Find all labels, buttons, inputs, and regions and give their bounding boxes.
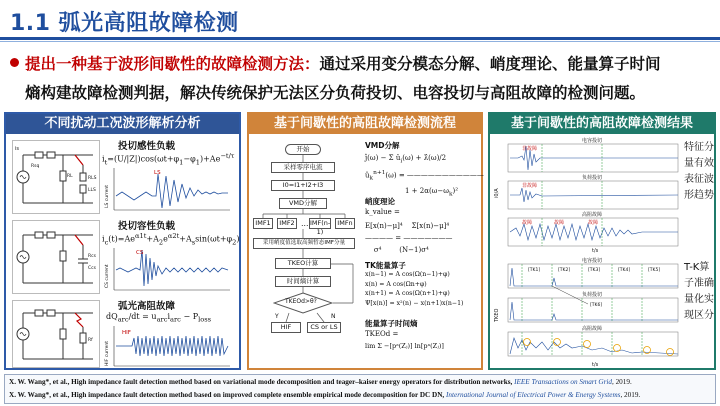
cs-tag: CS	[136, 250, 144, 256]
ls-formula: $i_t=(U/|Z|)\cos(\omega t+\varphi_1-\varphi_1)+Ae^{-t/\tau}$	[102, 152, 235, 167]
tk-formula: x(n−1) = A cos(Ω(n−1)+φ) x(n) = A cos(Ωn+φ) x(n+1) = A cos(Ω(n+1)+φ) Ψ[x(n)] = x²(n) − x(n+1)x(n−1)	[365, 271, 464, 307]
case-cs-label: 投切容性负载	[118, 221, 176, 232]
circuit-diagram-cs	[12, 220, 100, 294]
flow-imfn: IMFn	[335, 218, 355, 229]
hif-axis-label: HIF current	[105, 341, 110, 366]
plot-title-2: 负荷投切	[582, 175, 603, 181]
flow-imf1: IMF1	[253, 218, 273, 229]
circuit-diagram-ls	[12, 140, 100, 214]
flow-sum: I0=I1+I2+I3	[271, 180, 335, 191]
flow-imfn1: IMF(n-1)	[310, 219, 331, 236]
fault-tag-1: 非故障	[522, 146, 538, 152]
cs-axis-label: CS current	[105, 264, 110, 288]
flow-sample: 采样零序电流	[271, 162, 335, 173]
tk-tag-2: [TK2]	[558, 268, 571, 273]
plot-title-3: 高阻故障	[582, 212, 603, 218]
bullet-dot-icon	[10, 58, 19, 67]
ls-waveform	[102, 166, 232, 212]
references-box	[4, 374, 716, 404]
flow-yes: Y	[275, 313, 279, 320]
upper-waveform-plots	[492, 136, 682, 254]
entropy-formula: lim Σ −[pᵃ(Zⱼ)] ln[pᵃ(Zⱼ)]	[365, 342, 444, 350]
upper-xlabel: t/s	[592, 248, 599, 254]
panel-detection-results	[488, 112, 716, 370]
fault-tag-3: 故障	[522, 220, 533, 226]
panel-mid-header: 基于间歇性的高阻故障检测流程	[249, 114, 481, 134]
bullet-text-2: 熵构建故障检测判据，解决传统保护无法区分负荷投切、电容投切与高阻故障的检测问题。	[25, 84, 646, 102]
tk-title: TK能量算子	[365, 261, 406, 270]
flow-entropy: 时间熵计算	[275, 276, 331, 287]
ls-tag: LS	[154, 170, 161, 176]
kurtosis-title: 峭度理论	[365, 197, 395, 206]
reference-2-journal[interactable]: International Journal of Electrical Power & Energy Systems	[446, 391, 621, 399]
svg-text:RLS: RLS	[88, 176, 97, 181]
flow-arrows	[249, 114, 361, 344]
svg-text:Rcs: Rcs	[88, 254, 96, 259]
entropy-expr: TKEOd =	[365, 330, 399, 338]
slide-title: 1.1 弧光高阻故障检测	[10, 11, 239, 36]
svg-text:Ccs: Ccs	[88, 266, 96, 271]
tk-tag-1: [TK1]	[528, 268, 541, 273]
fault-tag-5: 故障	[588, 220, 599, 226]
flow-cs-ls: CS or LS	[307, 322, 341, 333]
bullet-paragraph	[10, 50, 710, 108]
plot-title-1: 电容投切	[582, 138, 603, 144]
flow-imf2: IMF2	[277, 218, 297, 229]
entropy-title: 能量算子时间熵	[365, 319, 418, 328]
panel-left-header: 不同扰动工况波形解析分析	[6, 114, 239, 134]
flow-hif: HIF	[271, 322, 301, 333]
ls-axis-label: LS current	[105, 184, 110, 208]
upper-ylabel: i0/A	[494, 188, 500, 198]
tk-tag-5: [TK5]	[648, 268, 661, 273]
case-hif-label: 弧光高阻故障	[118, 301, 176, 312]
plot-title-4: 电容投切	[582, 258, 603, 264]
kurtosis-expr: k_value =	[365, 208, 400, 216]
flow-tkeo: TKEO计算	[275, 258, 331, 269]
bullet-highlight: 提出一种基于波形间歇性的故障检测方法：	[25, 55, 320, 73]
vmd-formula: ĵ(ω) − Σ $û_i(\omega)$ + λ̂(ω)/2 $û_k^{n+1}(\omega)$ = ——————————— $1 + 2\alpha(\omega-\omega_k)^2$	[365, 154, 484, 198]
kurtosis-formula: E[x(n)−μ]⁴ Σ[x(n)−μ]⁴ ———— = ——————— σ⁴ (N−1)σ⁴	[365, 222, 453, 254]
svg-text:Rf: Rf	[88, 338, 93, 343]
cs-formula: $i_c(t)=Ae^{\alpha 1t}+A_2e^{\alpha 2t}+A_s\sin(\omega t+\varphi_2)$	[102, 232, 240, 247]
hif-tag: HIF	[122, 330, 131, 336]
reference-1: X. W. Wang*, et al., High impedance fault detection method based on variational mode decomposition and teager–kaiser energy operators for distribution networks, IEEE Transactions on Smart Grid, 2019.	[9, 378, 632, 386]
reference-2: X. W. Wang*, et al., High impedance fault detection method based on improved complete ensemble empirical mode decomposition for DC DN, International Journal of Electrical Power & Energy Systems, 2019.	[9, 391, 641, 399]
lower-ylabel: TKEO	[494, 308, 500, 322]
case-ls-label: 投切感性负载	[118, 141, 176, 152]
svg-text:LLS: LLS	[88, 188, 96, 193]
flow-ellipsis: …	[301, 219, 309, 228]
hif-waveform	[102, 324, 232, 368]
flow-vmd: VMD分解	[279, 198, 327, 209]
svg-text:RL: RL	[67, 174, 73, 179]
vmd-title: VMD分解	[365, 141, 400, 150]
circuit-diagram-hif	[12, 300, 100, 368]
title-divider-thin	[0, 41, 720, 42]
fault-tag-4: 故障	[554, 220, 565, 226]
tk-tag-6: [TK6]	[590, 303, 603, 308]
bullet-text-1: 通过采用变分模态分解、峭度理论、能量算子时间	[319, 55, 661, 73]
tk-tag-3: [TK3]	[588, 268, 601, 273]
title-bar	[0, 0, 720, 40]
hif-formula: $dQ_{arc}/dt = u_{arc}i_{arc} - P_{loss}$	[106, 312, 212, 324]
cs-waveform	[102, 246, 232, 292]
fault-tag-2: 非故障	[522, 183, 538, 189]
lower-xlabel: t/s	[592, 362, 599, 368]
flow-kurtosis-select: 采用峭度值选取高频暂态IMF分量	[253, 238, 355, 249]
panel-right-header: 基于间歇性的高阻故障检测结果	[490, 114, 714, 134]
lower-tkeo-plots	[492, 256, 682, 368]
panel-waveform-analysis	[4, 112, 241, 370]
flow-no: N	[331, 313, 336, 320]
flow-decision-label: TKEOd>θ?	[285, 298, 317, 305]
title-divider	[0, 37, 720, 40]
panel-detection-flow	[247, 112, 483, 370]
note-tk-operator: T-K算子准确量化实现区分	[684, 262, 714, 321]
plot-title-6: 高阻故障	[582, 326, 603, 332]
plot-title-5: 负荷投切	[582, 292, 603, 298]
reference-1-journal[interactable]: IEEE Transactions on Smart Grid	[514, 378, 612, 386]
svg-text:Rsq: Rsq	[31, 164, 40, 169]
note-feature-component: 特征分量有效表征波形趋势	[684, 142, 714, 201]
tk-tag-4: [TK4]	[618, 268, 631, 273]
flow-start: 开始	[285, 144, 321, 155]
svg-text:is: is	[15, 146, 19, 152]
